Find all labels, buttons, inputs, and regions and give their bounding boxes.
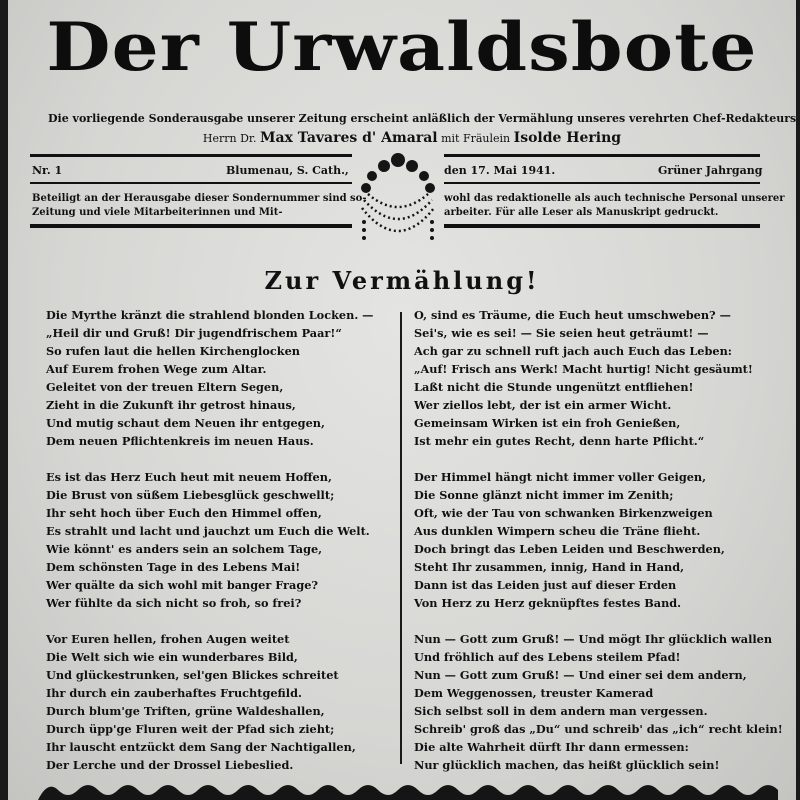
name-prefix: Herrn Dr. — [202, 132, 257, 145]
notice-right-line: arbeiter. Für alle Leser als Manuskript gedruckt. — [444, 207, 719, 218]
poem-line: Sei's, wie es sei! — Sie seien heut geträumt! — — [414, 326, 709, 340]
rule-mid-left — [30, 182, 352, 184]
poem-line: Schreib' groß das „Du“ und schreib' das „ich“ recht klein! — [414, 722, 783, 736]
poem-line: Der Lerche und der Drossel Liebeslied. — [46, 758, 294, 772]
notice-right — [444, 192, 784, 220]
poem-line: Sich selbst soll in dem andern man vergessen. — [414, 704, 708, 718]
poem-stanza — [46, 630, 384, 774]
issue-place: Blumenau, S. Cath., — [226, 164, 349, 177]
groom-name: Max Tavares d' Amaral — [259, 130, 438, 146]
poem-stanza — [414, 630, 783, 774]
poem-line: Nun — Gott zum Gruß! — Und einer sei dem andern, — [414, 668, 747, 682]
poem-line: Dem neuen Pflichtenkreis im neuen Haus. — [46, 434, 314, 448]
poem-stanza — [414, 468, 764, 612]
poem-line: Durch üpp'ge Fluren weit der Pfad sich zieht; — [46, 722, 335, 736]
notice-left — [32, 192, 367, 220]
column-divider — [400, 312, 402, 764]
poem-line: Die Welt sich wie ein wunderbares Bild, — [46, 650, 298, 664]
poem-line: Und fröhlich auf des Lebens steilem Pfad! — [414, 650, 681, 664]
bride-name: Isolde Hering — [513, 130, 622, 146]
poem-line: Nur glücklich machen, das heißt glücklich sein! — [414, 758, 720, 772]
poem-line: „Heil dir und Gruß! Dir jugendfrischem Paar!“ — [46, 326, 342, 340]
couple-line — [48, 130, 776, 146]
poem-right-column — [414, 306, 783, 792]
notice-left-line: Beteiligt an der Herausgabe dieser Sondernummer sind so- — [32, 193, 367, 204]
poem-stanza — [46, 306, 384, 450]
poem-line: O, sind es Träume, die Euch heut umschweben? — — [414, 308, 731, 322]
poem-line: Die Myrthe kränzt die strahlend blonden Locken. — — [46, 308, 374, 322]
poem-line: Wer quälte da sich wohl mit banger Frage? — [46, 578, 319, 592]
poem-line: Oft, wie der Tau von schwanken Birkenzweigen — [414, 506, 713, 520]
rule-top-right — [444, 154, 760, 157]
poem-line: Zieht in die Zukunft ihr getrost hinaus, — [46, 398, 296, 412]
wave-border-ornament — [38, 778, 778, 800]
poem-line: Wie könnt' es anders sein an solchem Tage, — [46, 542, 323, 556]
poem-line: Dem schönsten Tage in des Lebens Mai! — [46, 560, 301, 574]
issue-date: den 17. Mai 1941. — [444, 164, 556, 177]
poem-line: Aus dunklen Wimpern scheu die Träne flieht. — [414, 524, 701, 538]
pearl-necklace-ornament — [354, 150, 442, 250]
issue-number: Nr. 1 — [32, 164, 63, 177]
poem-line: Es strahlt und lacht und jauchzt um Euch die Welt. — [46, 524, 370, 538]
poem-line: Ihr seht hoch über Euch den Himmel offen, — [46, 506, 322, 520]
poem-line: Wer fühlte da sich nicht so froh, so frei? — [46, 596, 302, 610]
poem-line: Und glückestrunken, sel'gen Blickes schreitet — [46, 668, 339, 682]
notice-right-line: wohl das redaktionelle als auch technische Personal unserer — [444, 193, 785, 204]
newspaper-page — [8, 0, 796, 800]
poem-left-column — [46, 306, 384, 792]
poem-line: Wer ziellos lebt, der ist ein armer Wicht. — [414, 398, 672, 412]
poem-line: Die alte Wahrheit dürft Ihr dann ermessen: — [414, 740, 689, 754]
poem-line: Der Himmel hängt nicht immer voller Geigen, — [414, 470, 707, 484]
notice-left-line: Zeitung und viele Mitarbeiterinnen und Mit- — [32, 207, 283, 218]
poem-line: Ihr durch ein zauberhaftes Fruchtgefild. — [46, 686, 302, 700]
poem-line: „Auf! Frisch ans Werk! Macht hurtig! Nicht gesäumt! — [414, 362, 753, 376]
poem-line: So rufen laut die hellen Kirchenglocken — [46, 344, 300, 358]
name-join: mit Fräulein — [441, 132, 511, 145]
rule-mid-right — [444, 182, 760, 184]
poem-line: Doch bringt das Leben Leiden und Beschwerden, — [414, 542, 725, 556]
poem-stanza — [414, 306, 764, 450]
poem-line: Die Brust von süßem Liebesglück geschwellt; — [46, 488, 335, 502]
poem-line: Auf Eurem frohen Wege zum Altar. — [46, 362, 267, 376]
poem-line: Ihr lauscht entzückt dem Sang der Nachtigallen, — [46, 740, 356, 754]
poem-line: Dem Weggenossen, treuster Kamerad — [414, 686, 654, 700]
poem-line: Ach gar zu schnell ruft jach auch Euch das Leben: — [414, 344, 732, 358]
poem-line: Dann ist das Leiden just auf dieser Erden — [414, 578, 677, 592]
poem-line: Ist mehr ein gutes Recht, denn harte Pflicht.“ — [414, 434, 705, 448]
rule-bottom-left — [30, 224, 352, 228]
poem-line: Laßt nicht die Stunde ungenützt entfliehen! — [414, 380, 694, 394]
poem-line: Steht Ihr zusammen, innig, Hand in Hand, — [414, 560, 685, 574]
edition-note: Die vorliegende Sonderausgabe unserer Zeitung erscheint anläßlich der Vermählung unseres verehrten Chef-Redakteurs — [48, 112, 796, 125]
issue-volume: Grüner Jahrgang — [658, 164, 763, 177]
poem-line: Es ist das Herz Euch heut mit neuem Hoffen, — [46, 470, 332, 484]
poem-line: Vor Euren hellen, frohen Augen weitet — [46, 632, 290, 646]
rule-top-left — [30, 154, 352, 157]
poem-line: Die Sonne glänzt nicht immer im Zenith; — [414, 488, 674, 502]
poem-line: Gemeinsam Wirken ist ein froh Genießen, — [414, 416, 681, 430]
masthead-title: Der Urwaldsbote — [46, 8, 758, 86]
poem-line: Durch blum'ge Triften, grüne Waldeshallen, — [46, 704, 325, 718]
poem-line: Und mutig schaut dem Neuen ihr entgegen, — [46, 416, 325, 430]
rule-bottom-right — [444, 224, 760, 228]
poem-line: Geleitet von der treuen Eltern Segen, — [46, 380, 284, 394]
poem-stanza — [46, 468, 384, 612]
headline: Zur Vermählung! — [264, 266, 540, 295]
poem-line: Von Herz zu Herz geknüpftes festes Band. — [414, 596, 682, 610]
poem-line: Nun — Gott zum Gruß! — Und mögt Ihr glücklich wallen — [414, 632, 773, 646]
